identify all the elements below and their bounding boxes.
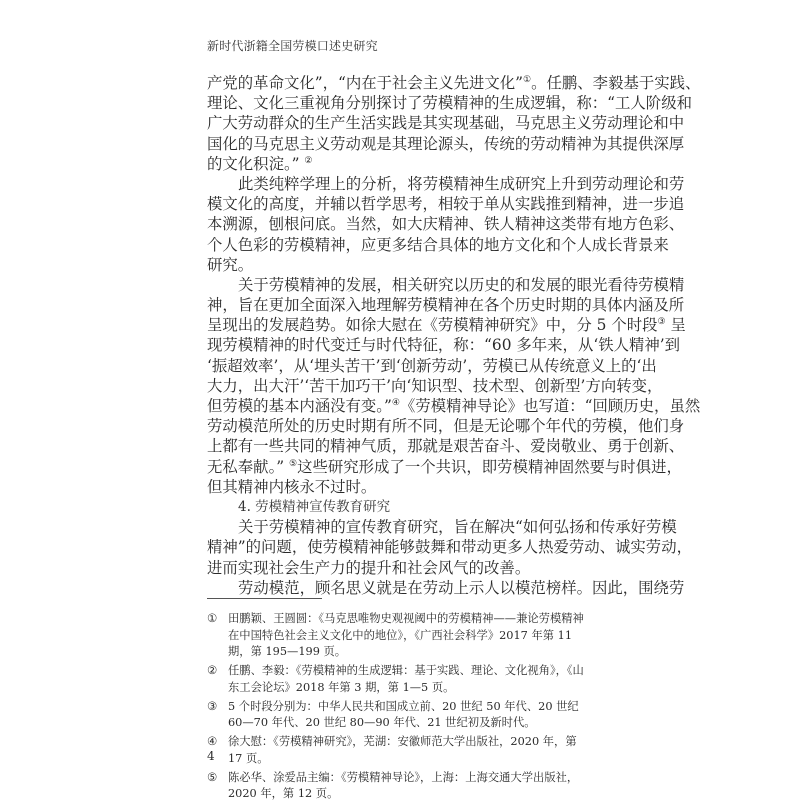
- text-line: [207, 436, 685, 456]
- line-text: 但其精神内核永不过时。: [207, 477, 377, 496]
- line-text: 呈现出的发展趋势。如徐大慰在《劳模精神研究》中，分 5 个时段: [207, 316, 658, 335]
- line-text: 研究。: [207, 255, 254, 274]
- line-text: 进而实现社会生产力的提升和社会风气的改善。: [207, 558, 531, 577]
- line-text: 产党的革命文化”，“内在于社会主义先进文化”: [207, 74, 524, 92]
- text-line: [207, 255, 595, 275]
- line-text: 模文化的高度，并辅以哲学思考，相较于单从实践推到精神，进一步追: [207, 195, 685, 214]
- footnote: [207, 734, 592, 767]
- line-text: 呈: [665, 316, 686, 335]
- footnote-ref[interactable]: ⑤: [289, 458, 298, 469]
- line-text: 国化的马克思主义劳动观是其理论源头，传统的劳动精神为其提供深厚: [207, 134, 685, 153]
- text-line: [207, 558, 595, 578]
- line-text: 本溯源，刨根问底。当然，如大庆精神、铁人精神这类带有地方色彩、: [207, 215, 685, 234]
- line-text: 上都有一些共同的精神气质，那就是艰苦奋斗、爱岗敬业、勇于创新、: [207, 437, 685, 456]
- text-line: [207, 134, 685, 154]
- footnote: [207, 699, 592, 732]
- line-text: 个人色彩的劳模精神，应更多结合具体的地方文化和个人成长背景来: [207, 235, 669, 254]
- text-line: [207, 275, 685, 295]
- text-line: [207, 416, 685, 436]
- line-text: 。任鹏、李毅基于实践、: [531, 74, 701, 92]
- footnote-text: 徐大慰：《劳模精神研究》，芜湖：安徽师范大学出版社，2020 年，第 17 页。: [228, 735, 577, 765]
- text-line: [207, 376, 663, 396]
- text-line: [207, 457, 682, 477]
- footnote-ref[interactable]: ②: [304, 155, 313, 166]
- line-text: 但劳模的基本内涵没有变。”: [207, 397, 392, 415]
- footnote: [207, 611, 592, 661]
- line-text: 现劳模精神的时代变迁与时代特征，称：“60 多年来，从‘铁人精神’到: [207, 336, 681, 355]
- line-text: ‘振超效率’，从‘埋头苦干’到‘创新劳动’，劳模已从传统意义上的‘出: [207, 356, 657, 375]
- line-text: 无私奉献。”: [207, 457, 290, 476]
- footnote-text: 5 个时段分别为：中华人民共和国成立前、20 世纪 50 年代、20 世纪 60—70 年代、20 世纪 80—90 年代、21 世纪初及新时代。: [228, 699, 579, 729]
- text-line: [207, 356, 657, 376]
- line-text: 关于劳模精神的发展，相关研究以历史的和发展的眼光看待劳模精: [238, 275, 685, 294]
- text-line: [207, 315, 686, 335]
- footnotes: [207, 611, 592, 805]
- footnote: [207, 663, 592, 696]
- text-line: [207, 235, 669, 255]
- text-line: [207, 537, 692, 557]
- footnote-text: 陈必华、涂爱品主编：《劳模精神导论》，上海：上海交通大学出版社，2020 年，第 12 页。: [228, 770, 579, 800]
- line-text: 此类纯粹学理上的分析，将劳模精神生成研究上升到劳动理论和劳: [238, 174, 685, 193]
- text-line: [207, 194, 685, 214]
- text-line: [207, 578, 685, 598]
- footnote-ref[interactable]: ④: [391, 397, 400, 408]
- text-line: [207, 396, 701, 416]
- line-text: 关于劳模精神的宣传教育研究，旨在解决“如何弘扬和传承好劳模: [238, 518, 677, 537]
- footnote-marker: ②: [207, 664, 218, 677]
- line-text: 精神”的问题，使劳模精神能够鼓舞和带动更多人热爱劳动、诚实劳动，: [207, 538, 692, 557]
- text-line: [207, 214, 685, 234]
- page-number: 4: [207, 749, 215, 763]
- footnote-marker: ③: [207, 699, 218, 713]
- text-line: [207, 477, 595, 497]
- line-text: 劳动模范，顾名思义就是在劳动上示人以模范榜样。因此，围绕劳: [238, 578, 685, 597]
- footnote-text: 田鹏颖、王圆圆：《马克思唯物史观视阈中的劳模精神——兼论劳模精神在中国特色社会主义文化中的地位》，《广西社会科学》2017 年第 11 期，第 195—199 页。: [228, 612, 584, 658]
- text-line: [207, 295, 685, 315]
- running-head: [207, 37, 378, 54]
- footnote-marker: ①: [207, 612, 218, 625]
- book-title: 新时代浙籍全国劳模口述史研究: [207, 39, 378, 53]
- line-text: 的文化积淀。”: [207, 154, 305, 173]
- footnote-ref[interactable]: ①: [523, 74, 532, 85]
- line-text: 大力，出大汗’‘苦干加巧干’向‘知识型、技术型、创新型’方向转变，: [207, 376, 663, 395]
- text-line: [207, 154, 595, 174]
- footnote-marker: ④: [207, 735, 218, 748]
- text-line: [207, 335, 681, 355]
- footnote-marker: ⑤: [207, 770, 218, 784]
- line-text: 《劳模精神导论》也写道：“回顾历史，虽然: [399, 397, 701, 415]
- footnote-text: 任鹏、李毅：《劳模精神的生成逻辑：基于实践、理论、文化视角》，《山东工会论坛》2018 年第 3 期，第 1—5 页。: [228, 664, 584, 694]
- text-line: [207, 174, 685, 194]
- section-heading: [207, 497, 595, 517]
- body-text: [207, 73, 701, 598]
- line-text: 理论、文化三重视角分别探讨了劳模精神的生成逻辑，称：“工人阶级和: [207, 94, 692, 113]
- line-text: 广大劳动群众的生产生活实践是其实现基础，马克思主义劳动理论和中: [207, 114, 685, 133]
- footnote-ref[interactable]: ③: [657, 317, 666, 328]
- footnote: [207, 770, 592, 803]
- text-line: [207, 73, 701, 93]
- text-line: [207, 517, 677, 537]
- line-text: 4. 劳模精神宣传教育研究: [238, 498, 391, 515]
- line-text: 神，旨在更加全面深入地理解劳模精神在各个历史时期的具体内涵及所: [207, 296, 685, 315]
- line-text: 劳动模范所处的历史时期有所不同，但是无论哪个年代的劳模，他们身: [207, 417, 685, 436]
- line-text: 这些研究形成了一个共识，即劳模精神固然要与时俱进，: [297, 457, 682, 476]
- text-line: [207, 93, 692, 113]
- text-line: [207, 113, 685, 133]
- footnote-divider: [207, 598, 322, 599]
